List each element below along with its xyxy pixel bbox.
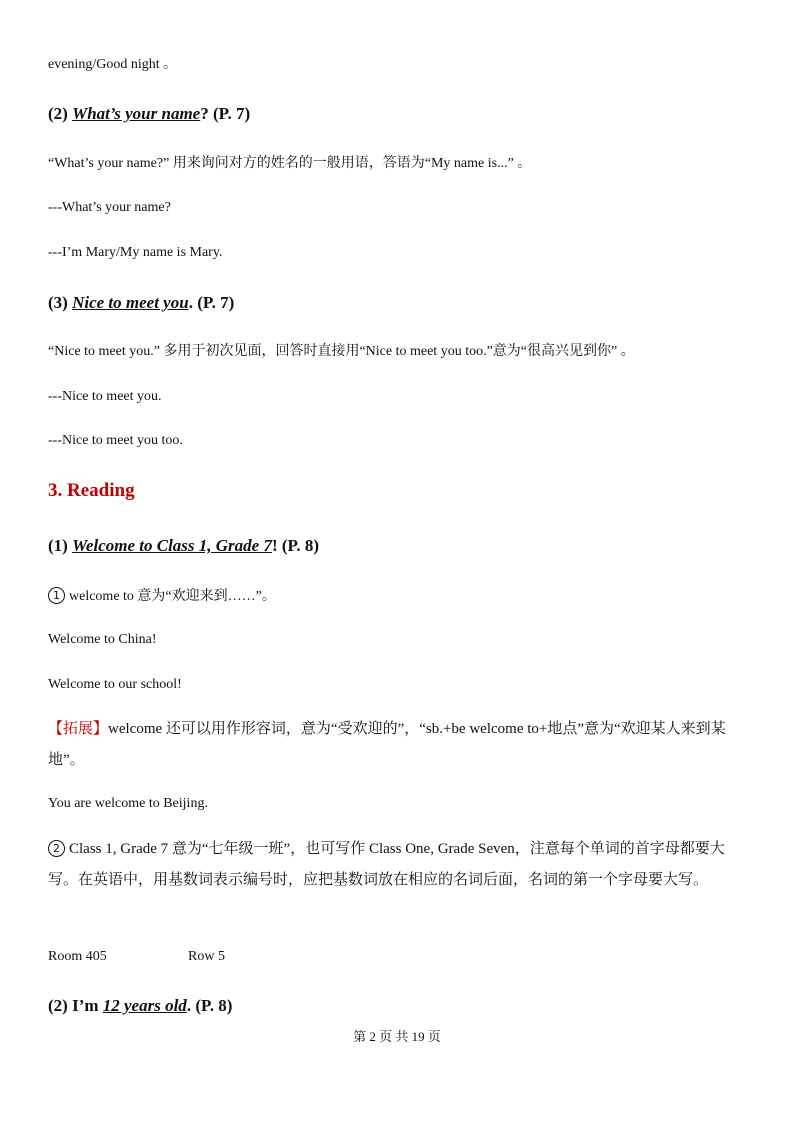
subheading-number: (3)	[48, 293, 73, 312]
example-line: ---I’m Mary/My name is Mary.	[48, 245, 223, 260]
example-line: ---Nice to meet you too.	[48, 433, 183, 448]
subheading-whats-your-name	[48, 103, 746, 125]
section-heading-reading: 3. Reading	[48, 480, 135, 501]
extension-note	[48, 714, 746, 776]
point-text: Class 1, Grade 7 意为“七年级一班”，也可写作 Class One, Grade Seven，注意每个单词的首字母都要大写。在英语中，用基数词表示编号时，应把基数词放在相应的名词后面，名词的第一个字母要大写。	[48, 841, 725, 888]
example-line: Welcome to our school!	[48, 677, 182, 692]
example-line: Welcome to China!	[48, 632, 157, 647]
subheading-welcome	[48, 535, 746, 557]
subheading-phrase: Nice to meet you	[72, 293, 189, 312]
point-1	[48, 587, 746, 606]
example-row: Row 5	[188, 949, 225, 964]
explanation-line: “Nice to meet you.” 多用于初次见面，回答时直接用“Nice to meet you too.”意为“很高兴见到你” 。	[48, 344, 635, 359]
circled-number: 1	[48, 587, 65, 604]
explanation-line: “What’s your name?” 用来询问对方的姓名的一般用语，答语为“My name is...” 。	[48, 156, 532, 171]
text-line: evening/Good night 。	[48, 57, 178, 72]
subheading-nice-to-meet-you	[48, 292, 746, 314]
point-text: welcome to 意为“欢迎来到……”。	[69, 589, 276, 604]
subheading-page-ref: . (P. 8)	[186, 996, 233, 1015]
example-line: ---What’s your name?	[48, 200, 171, 215]
subheading-phrase: 12 years old	[102, 996, 187, 1015]
subheading-number: (1)	[48, 536, 73, 555]
subheading-page-ref: ? (P. 7)	[200, 104, 251, 123]
subheading-page-ref: ! (P. 8)	[271, 536, 320, 555]
extension-tag: 【拓展】	[48, 721, 109, 737]
extension-text: welcome 还可以用作形容词，意为“受欢迎的”，“sb.+be welcome to+地点”意为“欢迎某人来到某地”。	[48, 721, 726, 768]
subheading-phrase: Welcome to Class 1, Grade 7	[72, 536, 272, 555]
example-room: Room 405	[48, 949, 107, 964]
example-line: ---Nice to meet you.	[48, 389, 162, 404]
subheading-number: (2) I’m	[48, 996, 103, 1015]
circled-number: 2	[48, 840, 65, 857]
subheading-phrase: What’s your name	[72, 104, 201, 123]
subheading-number: (2)	[48, 104, 73, 123]
subheading-page-ref: . (P. 7)	[188, 293, 235, 312]
page-footer: 第 2 页 共 19 页	[353, 1029, 441, 1044]
example-line	[48, 948, 746, 966]
subheading-years-old	[48, 995, 746, 1017]
example-line: You are welcome to Beijing.	[48, 796, 208, 811]
point-2	[48, 834, 746, 896]
